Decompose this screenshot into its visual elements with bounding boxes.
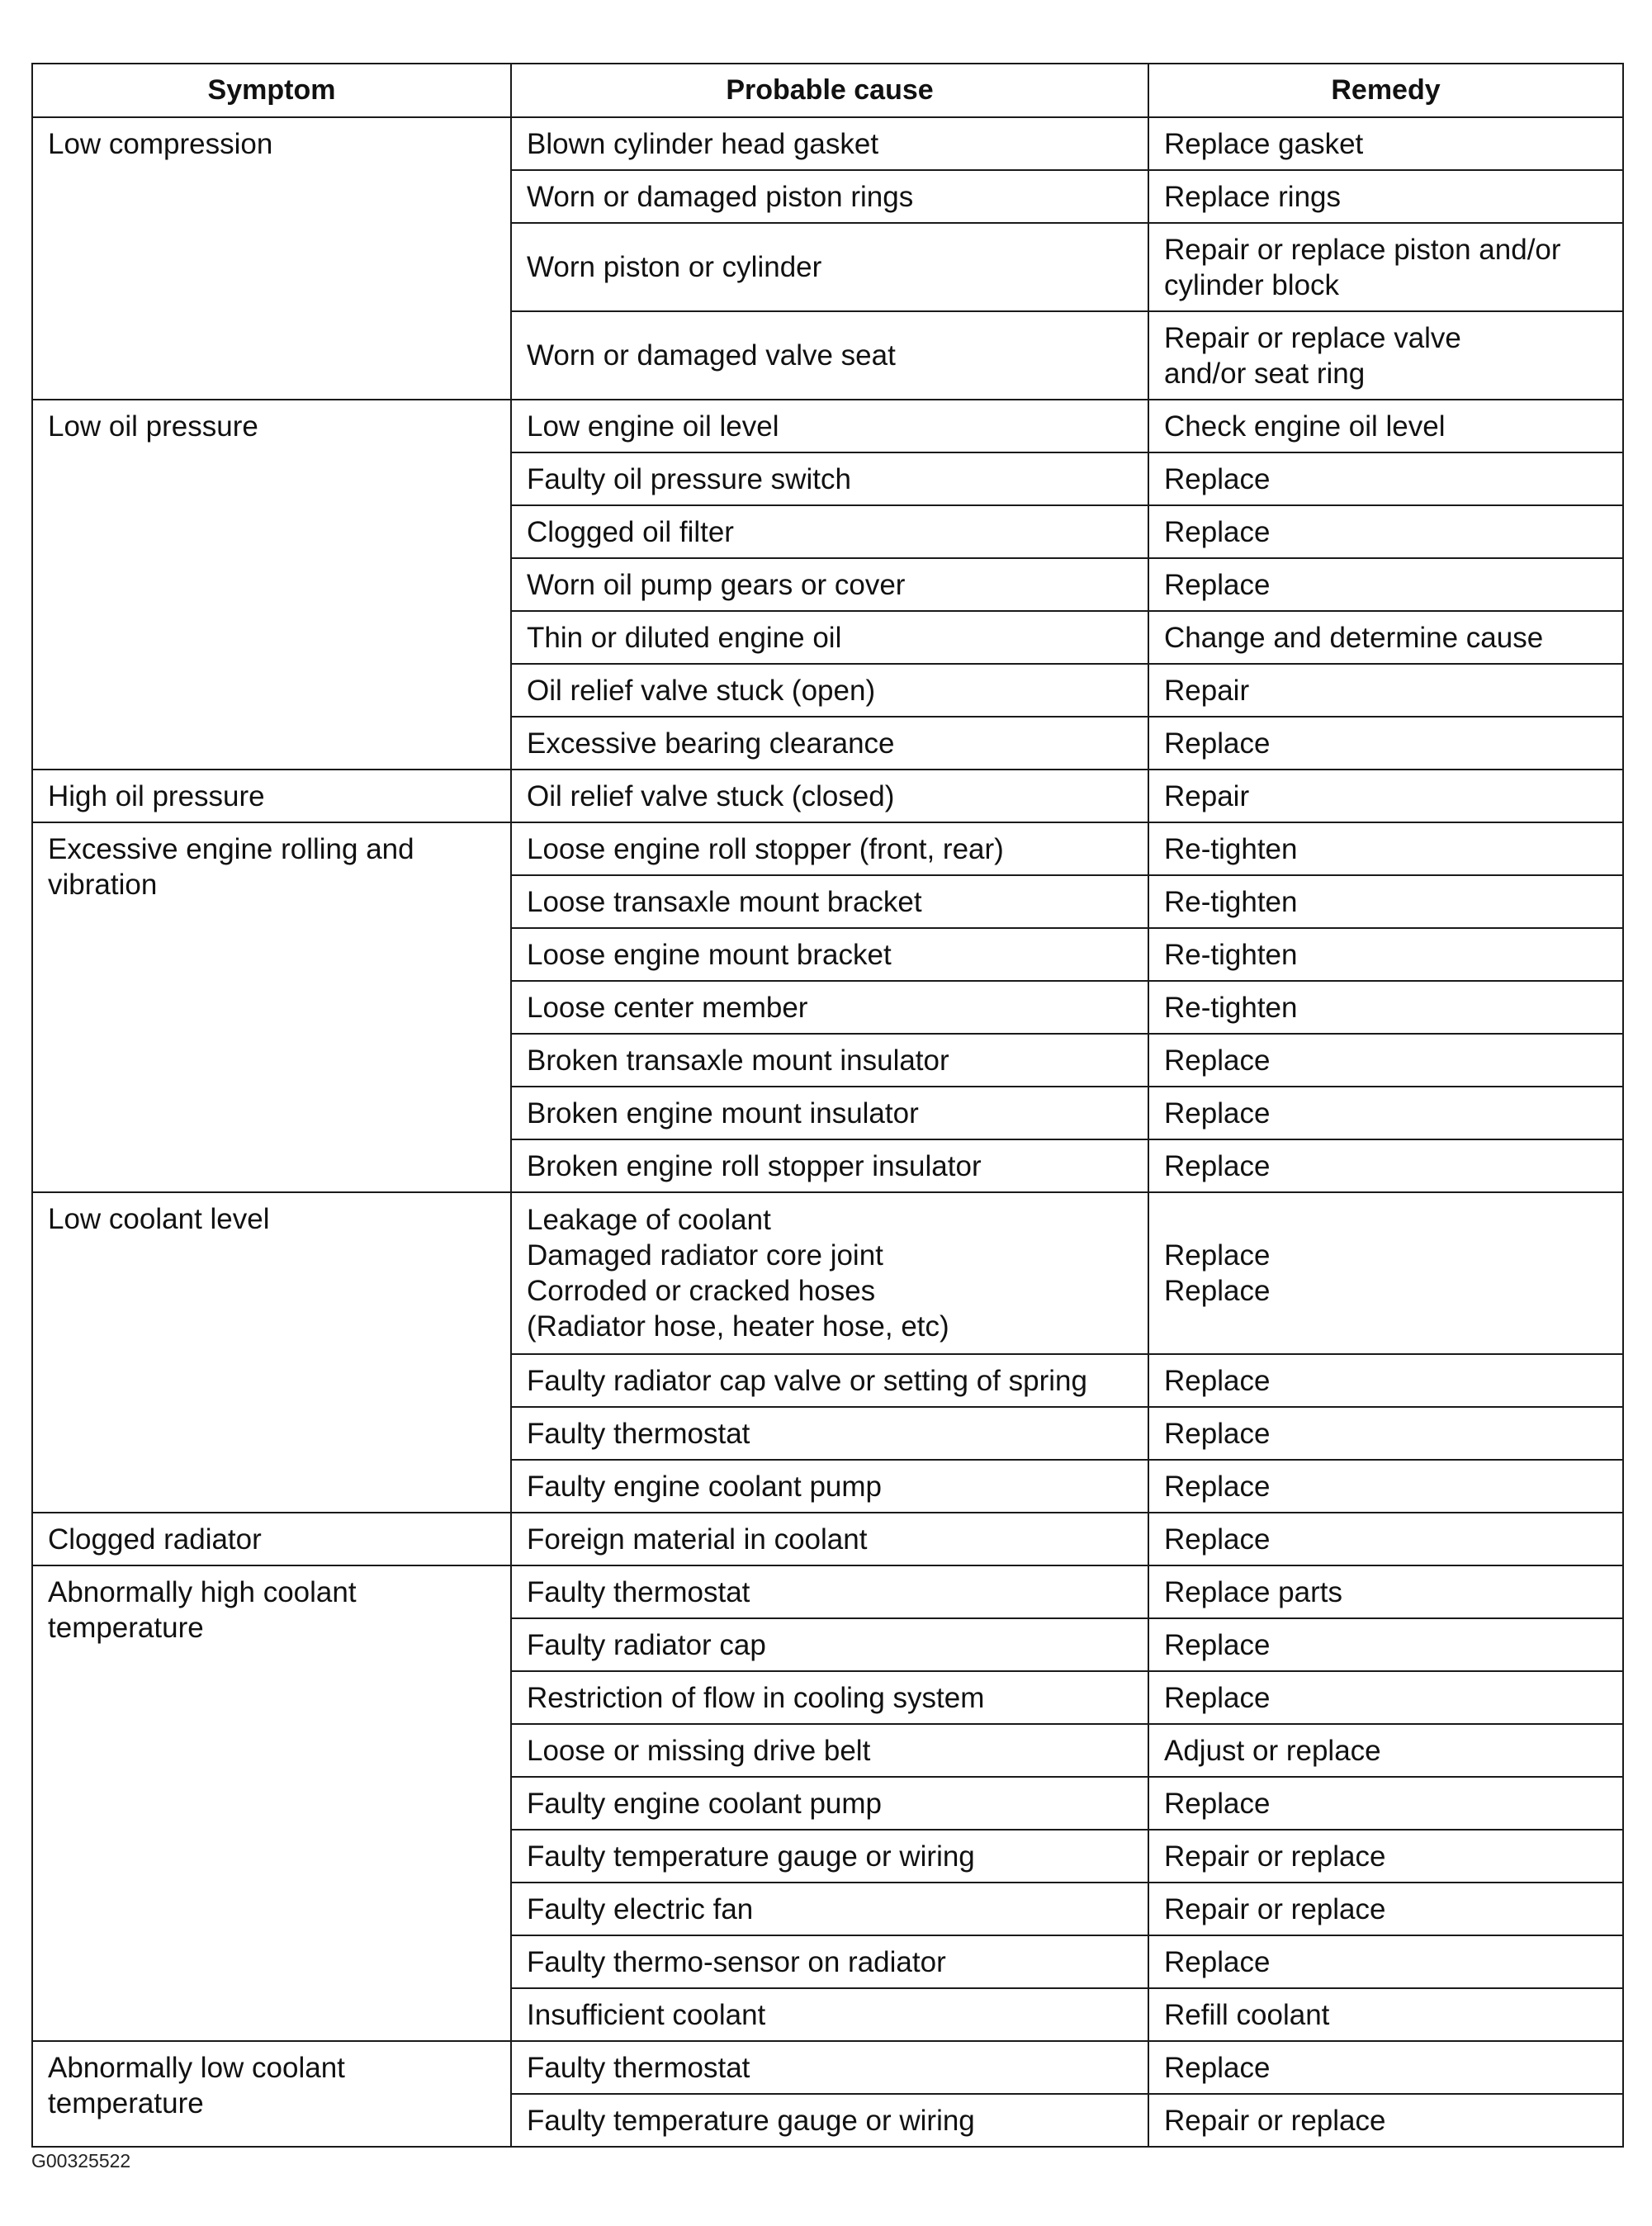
probable-cause-cell: Faulty engine coolant pump bbox=[511, 1777, 1148, 1830]
remedy-cell: Replace bbox=[1148, 1354, 1623, 1407]
probable-cause-cell: Faulty oil pressure switch bbox=[511, 452, 1148, 505]
remedy-cell: Repair bbox=[1148, 664, 1623, 717]
probable-cause-cell: Broken engine mount insulator bbox=[511, 1087, 1148, 1139]
table-row bbox=[32, 1192, 1623, 1354]
remedy-cell: Replace bbox=[1148, 2041, 1623, 2094]
probable-cause-cell: Faulty thermostat bbox=[511, 2041, 1148, 2094]
probable-cause-cell: Faulty radiator cap valve or setting of spring bbox=[511, 1354, 1148, 1407]
remedy-cell: Repair or replace bbox=[1148, 1830, 1623, 1883]
table-row bbox=[32, 400, 1623, 452]
remedy-cell: Repair or replace bbox=[1148, 1883, 1623, 1935]
remedy-cell: Replace bbox=[1148, 1407, 1623, 1460]
probable-cause-cell: Faulty temperature gauge or wiring bbox=[511, 2094, 1148, 2147]
remedy-cell: Replace bbox=[1148, 1087, 1623, 1139]
table-row bbox=[32, 1565, 1623, 1618]
remedy-cell: Change and determine cause bbox=[1148, 611, 1623, 664]
remedy-cell: Replace bbox=[1148, 1671, 1623, 1724]
probable-cause-cell: Excessive bearing clearance bbox=[511, 717, 1148, 770]
remedy-cell: Replace Replace bbox=[1148, 1192, 1623, 1354]
remedy-cell: Re-tighten bbox=[1148, 875, 1623, 928]
remedy-cell: Replace bbox=[1148, 1935, 1623, 1988]
remedy-cell: Repair or replace piston and/or cylinder block bbox=[1148, 223, 1623, 311]
probable-cause-cell: Thin or diluted engine oil bbox=[511, 611, 1148, 664]
header-symptom: Symptom bbox=[32, 64, 511, 117]
remedy-cell: Replace bbox=[1148, 452, 1623, 505]
probable-cause-cell: Faulty temperature gauge or wiring bbox=[511, 1830, 1148, 1883]
figure-id: G00325522 bbox=[31, 2150, 131, 2172]
remedy-cell: Replace bbox=[1148, 558, 1623, 611]
probable-cause-cell: Clogged oil filter bbox=[511, 505, 1148, 558]
header-remedy: Remedy bbox=[1148, 64, 1623, 117]
probable-cause-cell: Faulty thermostat bbox=[511, 1407, 1148, 1460]
probable-cause-cell: Faulty thermo-sensor on radiator bbox=[511, 1935, 1148, 1988]
probable-cause-cell: Faulty radiator cap bbox=[511, 1618, 1148, 1671]
probable-cause-cell: Worn oil pump gears or cover bbox=[511, 558, 1148, 611]
symptom-cell: High oil pressure bbox=[32, 770, 511, 822]
probable-cause-cell: Loose transaxle mount bracket bbox=[511, 875, 1148, 928]
symptom-cell: Low oil pressure bbox=[32, 400, 511, 770]
probable-cause-cell: Restriction of flow in cooling system bbox=[511, 1671, 1148, 1724]
remedy-cell: Replace gasket bbox=[1148, 117, 1623, 170]
remedy-cell: Replace parts bbox=[1148, 1565, 1623, 1618]
probable-cause-cell: Loose or missing drive belt bbox=[511, 1724, 1148, 1777]
probable-cause-cell: Oil relief valve stuck (closed) bbox=[511, 770, 1148, 822]
remedy-cell: Replace rings bbox=[1148, 170, 1623, 223]
remedy-cell: Repair or replace bbox=[1148, 2094, 1623, 2147]
header-row bbox=[32, 64, 1623, 117]
remedy-cell: Replace bbox=[1148, 1618, 1623, 1671]
symptom-cell: Low coolant level bbox=[32, 1192, 511, 1513]
remedy-cell: Repair bbox=[1148, 770, 1623, 822]
remedy-cell: Repair or replace valve and/or seat ring bbox=[1148, 311, 1623, 400]
probable-cause-cell: Worn or damaged piston rings bbox=[511, 170, 1148, 223]
remedy-cell: Replace bbox=[1148, 1034, 1623, 1087]
remedy-cell: Replace bbox=[1148, 1513, 1623, 1565]
probable-cause-cell: Loose engine mount bracket bbox=[511, 928, 1148, 981]
probable-cause-cell: Foreign material in coolant bbox=[511, 1513, 1148, 1565]
probable-cause-cell: Insufficient coolant bbox=[511, 1988, 1148, 2041]
remedy-cell: Re-tighten bbox=[1148, 822, 1623, 875]
remedy-cell: Adjust or replace bbox=[1148, 1724, 1623, 1777]
probable-cause-cell: Faulty engine coolant pump bbox=[511, 1460, 1148, 1513]
probable-cause-cell: Faulty electric fan bbox=[511, 1883, 1148, 1935]
probable-cause-cell: Broken transaxle mount insulator bbox=[511, 1034, 1148, 1087]
table-row bbox=[32, 117, 1623, 170]
header-probable-cause: Probable cause bbox=[511, 64, 1148, 117]
remedy-cell: Refill coolant bbox=[1148, 1988, 1623, 2041]
remedy-cell: Check engine oil level bbox=[1148, 400, 1623, 452]
probable-cause-cell: Low engine oil level bbox=[511, 400, 1148, 452]
probable-cause-cell: Worn piston or cylinder bbox=[511, 223, 1148, 311]
symptom-cell: Low compression bbox=[32, 117, 511, 400]
remedy-cell: Re-tighten bbox=[1148, 928, 1623, 981]
probable-cause-cell: Broken engine roll stopper insulator bbox=[511, 1139, 1148, 1192]
remedy-cell: Replace bbox=[1148, 1777, 1623, 1830]
probable-cause-cell: Faulty thermostat bbox=[511, 1565, 1148, 1618]
table-row bbox=[32, 822, 1623, 875]
table-header bbox=[32, 64, 1623, 117]
table-row bbox=[32, 770, 1623, 822]
symptom-cell: Clogged radiator bbox=[32, 1513, 511, 1565]
remedy-cell: Replace bbox=[1148, 505, 1623, 558]
probable-cause-cell: Oil relief valve stuck (open) bbox=[511, 664, 1148, 717]
table-body bbox=[32, 117, 1623, 2147]
symptom-cell: Abnormally high coolant temperature bbox=[32, 1565, 511, 2041]
probable-cause-cell: Loose engine roll stopper (front, rear) bbox=[511, 822, 1148, 875]
remedy-cell: Re-tighten bbox=[1148, 981, 1623, 1034]
table-row bbox=[32, 1513, 1623, 1565]
probable-cause-cell: Blown cylinder head gasket bbox=[511, 117, 1148, 170]
remedy-cell: Replace bbox=[1148, 1139, 1623, 1192]
probable-cause-cell: Leakage of coolant Damaged radiator core joint Corroded or cracked hoses (Radiator hose, heater hose, etc) bbox=[511, 1192, 1148, 1354]
troubleshooting-table bbox=[31, 63, 1624, 2148]
remedy-cell: Replace bbox=[1148, 1460, 1623, 1513]
remedy-cell: Replace bbox=[1148, 717, 1623, 770]
probable-cause-cell: Loose center member bbox=[511, 981, 1148, 1034]
symptom-cell: Abnormally low coolant temperature bbox=[32, 2041, 511, 2147]
probable-cause-cell: Worn or damaged valve seat bbox=[511, 311, 1148, 400]
symptom-cell: Excessive engine rolling and vibration bbox=[32, 822, 511, 1192]
table-row bbox=[32, 2041, 1623, 2094]
